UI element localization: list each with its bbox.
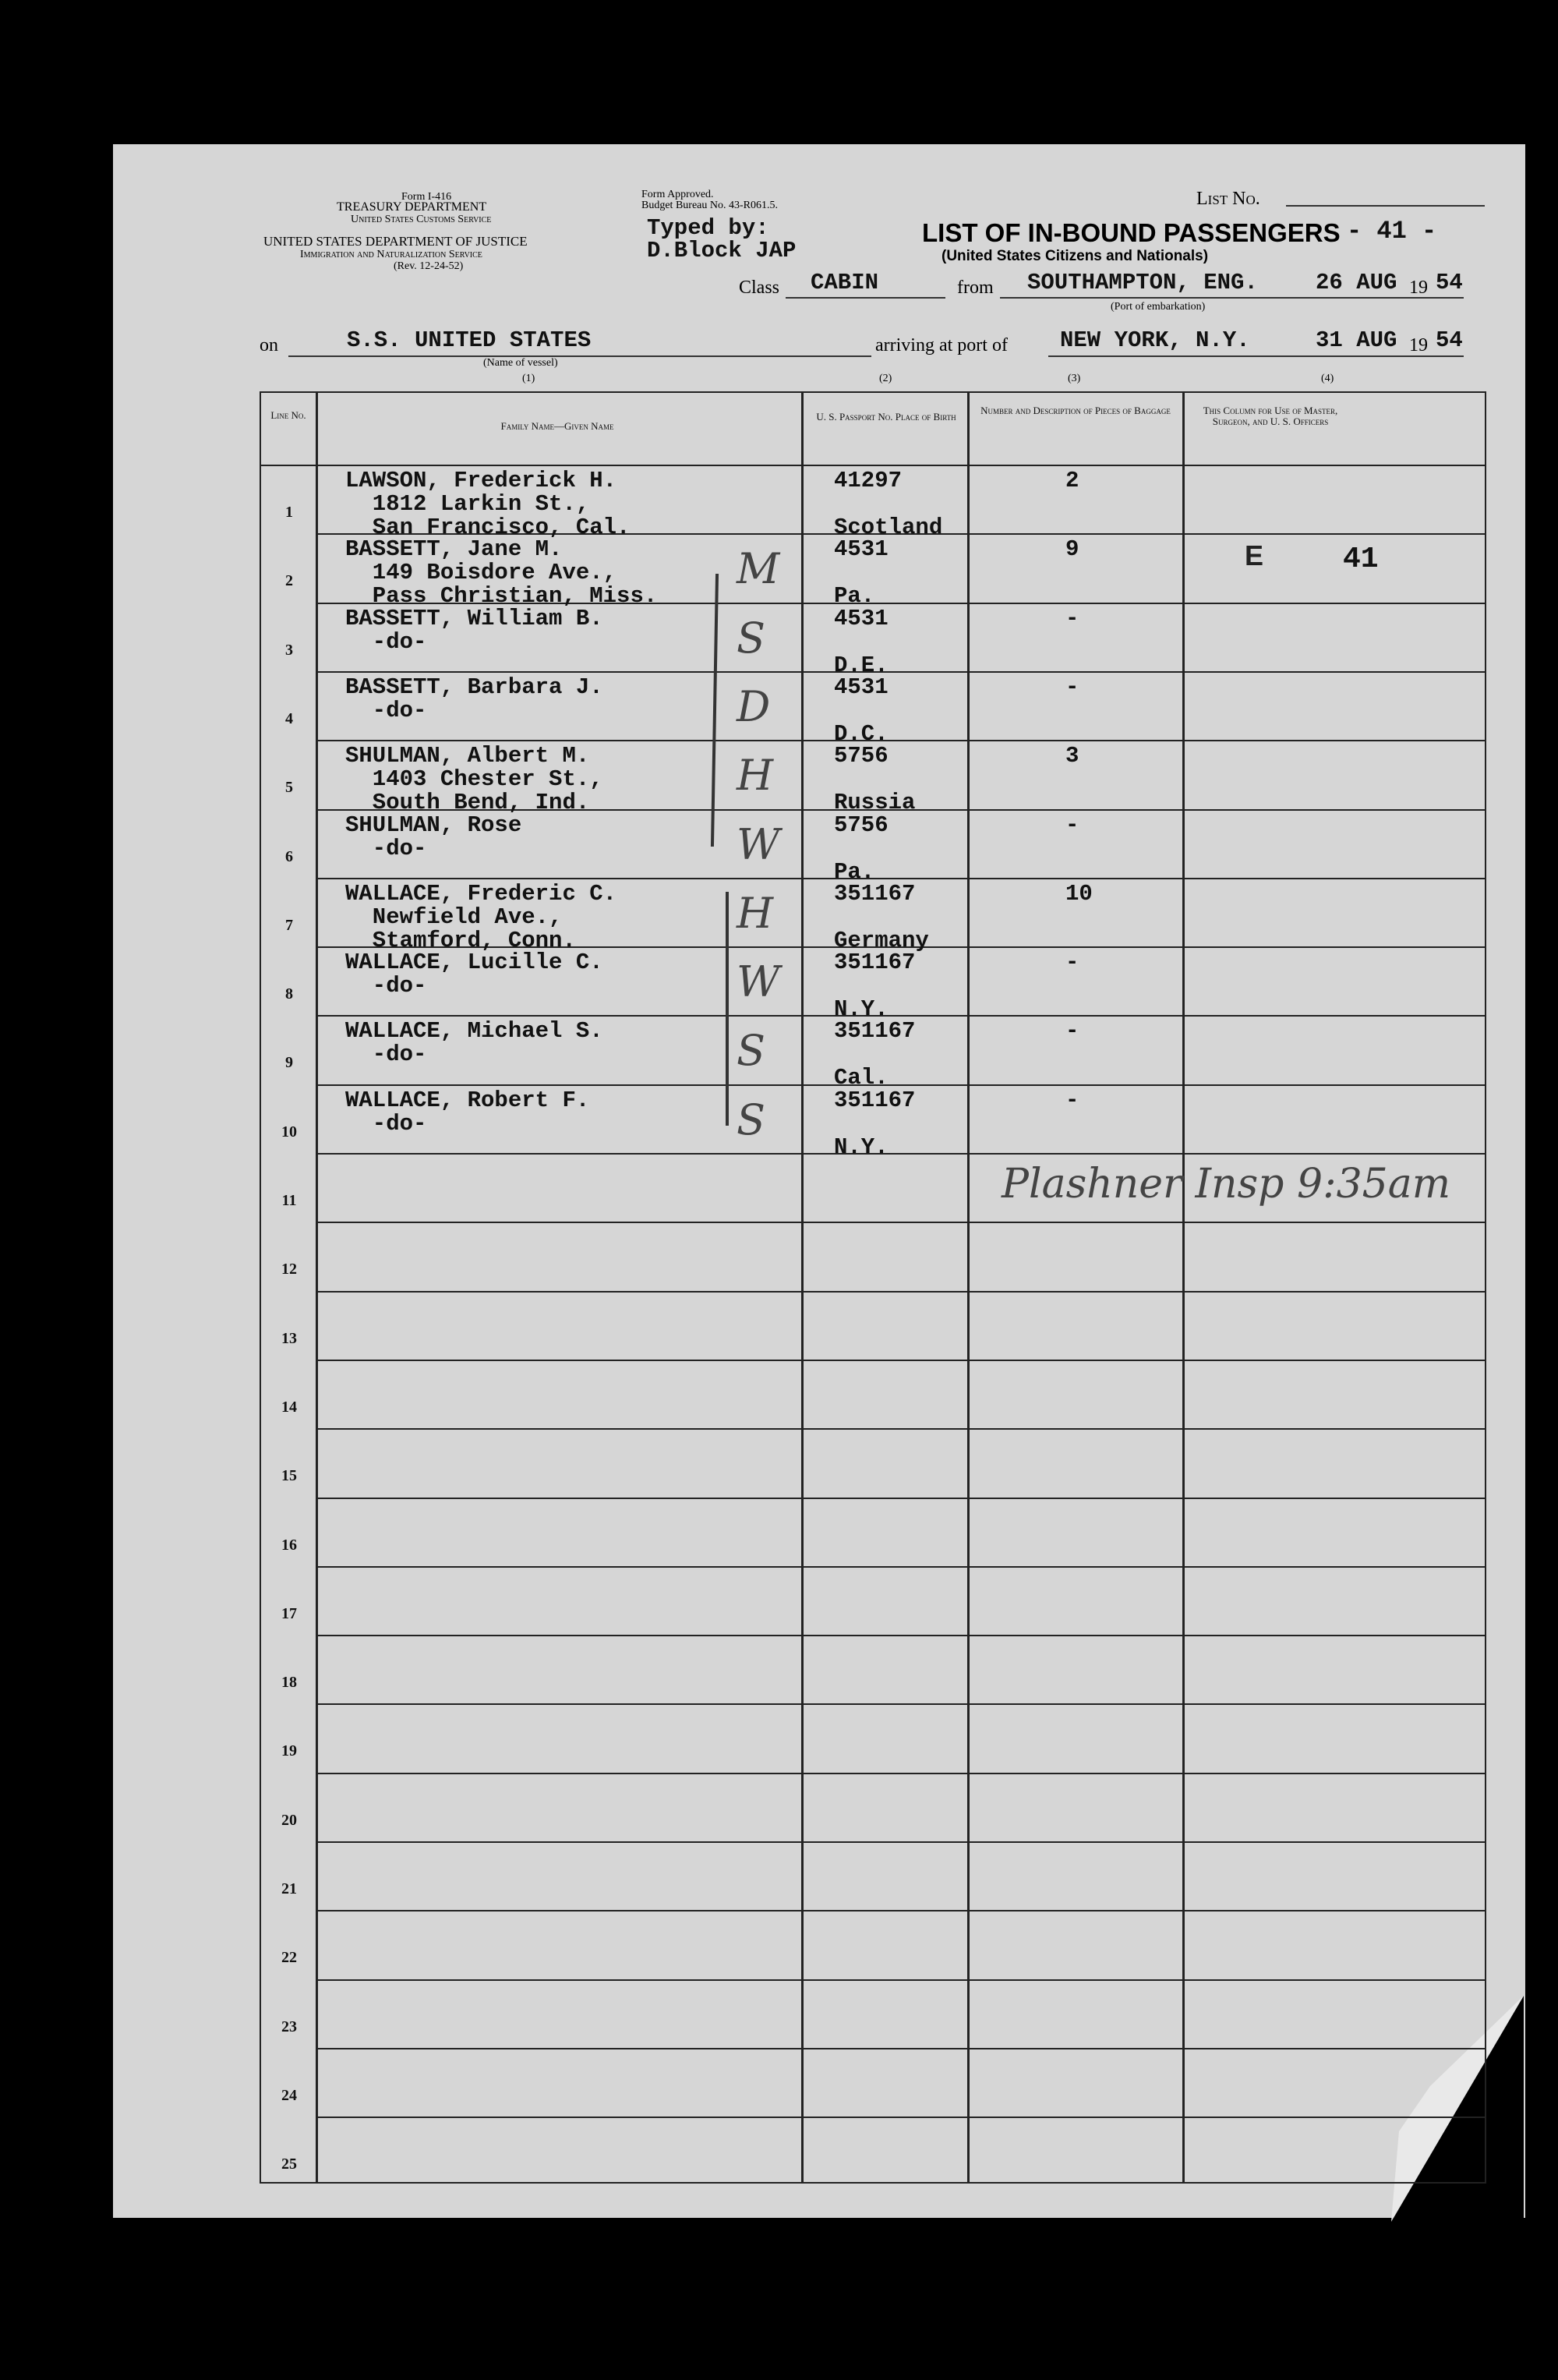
vessel-line bbox=[288, 355, 871, 357]
header-name: Family Name—Given Name bbox=[500, 420, 614, 432]
line-number: 14 bbox=[281, 1398, 297, 1416]
budget-bureau: Budget Bureau No. 43-R061.5. bbox=[641, 200, 778, 211]
year-prefix: 19 bbox=[1409, 278, 1428, 298]
line-number: 11 bbox=[281, 1192, 297, 1209]
passenger-name: WALLACE, Frederic C. Newfield Ave., Stamford, Conn. bbox=[345, 880, 617, 953]
row-divider bbox=[317, 671, 1485, 673]
line-number: 12 bbox=[281, 1261, 297, 1278]
col4-num: (4) bbox=[1321, 373, 1334, 384]
form-approved: Form Approved. bbox=[641, 189, 714, 200]
passenger-name: BASSETT, Barbara J. -do- bbox=[345, 674, 603, 723]
place-of-birth: Russia bbox=[834, 790, 916, 816]
handwritten-mark: M bbox=[737, 544, 780, 594]
from-label: from bbox=[957, 278, 994, 298]
passport-number: 41297 bbox=[834, 468, 903, 493]
line-number: 24 bbox=[281, 2086, 297, 2104]
handwritten-mark: H bbox=[737, 888, 774, 938]
arriving-label: arriving at port of bbox=[875, 335, 1008, 355]
place-of-birth: Germany bbox=[834, 927, 929, 953]
passenger-name: LAWSON, Frederick H. 1812 Larkin St., San Francisco, Cal. bbox=[345, 468, 631, 540]
customs-service: United States Customs Service bbox=[351, 214, 492, 225]
passenger-name: WALLACE, Lucille C. -do- bbox=[345, 950, 603, 999]
line-number: 13 bbox=[281, 1329, 297, 1347]
line-number: 6 bbox=[285, 847, 293, 865]
header-passport: U. S. Passport No. Place of Birth bbox=[816, 411, 956, 423]
line-number: 8 bbox=[285, 985, 293, 1003]
baggage-count: - bbox=[1065, 674, 1079, 700]
col-divider bbox=[316, 393, 318, 2182]
handwritten-mark: S bbox=[737, 1026, 765, 1076]
ins-service: Immigration and Naturalization Service bbox=[300, 249, 482, 260]
handwritten-bracket bbox=[711, 574, 719, 847]
line-number: 20 bbox=[281, 1811, 297, 1829]
class-line bbox=[786, 296, 945, 299]
handwritten-mark: S bbox=[737, 1095, 765, 1144]
col1-num: (1) bbox=[522, 373, 535, 384]
place-of-birth: N.Y. bbox=[834, 996, 889, 1023]
col-divider bbox=[1182, 393, 1185, 2182]
line-number: 18 bbox=[281, 1674, 297, 1692]
vessel-label: (Name of vessel) bbox=[483, 357, 558, 369]
arrival-port: NEW YORK, N.Y. bbox=[1060, 327, 1250, 353]
baggage-count: - bbox=[1065, 812, 1079, 838]
on-label: on bbox=[260, 335, 278, 355]
passenger-name: WALLACE, Michael S. -do- bbox=[345, 1018, 603, 1068]
passport-number: 351167 bbox=[834, 880, 916, 907]
treasury-dept: TREASURY DEPARTMENT bbox=[337, 200, 487, 214]
handwritten-mark: H bbox=[737, 751, 774, 801]
handwritten-bracket bbox=[726, 892, 729, 1126]
row-divider bbox=[317, 1015, 1485, 1017]
place-of-birth: D.E. bbox=[834, 652, 889, 678]
place-of-birth: Pa. bbox=[834, 583, 875, 610]
baggage-count: - bbox=[1065, 1087, 1079, 1113]
line-number: 5 bbox=[285, 779, 293, 797]
line-number: 17 bbox=[281, 1604, 297, 1622]
passenger-name: BASSETT, Jane M. 149 Boisdore Ave., Pass Christian, Miss. bbox=[345, 536, 658, 610]
place-of-birth: D.C. bbox=[834, 720, 889, 747]
passport-number: 5756 bbox=[834, 743, 889, 769]
header-line-no: Line No. bbox=[270, 409, 306, 421]
from-line bbox=[1000, 296, 1464, 299]
class-label: Class bbox=[739, 278, 780, 298]
year-suffix: 54 bbox=[1436, 270, 1463, 295]
list-no-line bbox=[1286, 204, 1485, 207]
row-divider bbox=[317, 2048, 1485, 2049]
embark-date: 26 AUG bbox=[1316, 270, 1397, 295]
baggage-count: 10 bbox=[1065, 880, 1093, 907]
col-divider bbox=[801, 393, 804, 2182]
handwritten-mark: S bbox=[737, 613, 765, 663]
baggage-count: 3 bbox=[1065, 743, 1079, 769]
passport-number: 351167 bbox=[834, 1087, 916, 1113]
row-divider bbox=[317, 1773, 1485, 1774]
officer-note: 41 bbox=[1343, 543, 1379, 576]
passport-number: 4531 bbox=[834, 536, 889, 563]
baggage-count: - bbox=[1065, 950, 1079, 976]
passenger-name: WALLACE, Robert F. -do- bbox=[345, 1087, 590, 1137]
form-number: Form I-416 bbox=[401, 191, 452, 203]
passport-number: 351167 bbox=[834, 1018, 916, 1045]
place-of-birth: Scotland bbox=[834, 515, 943, 540]
row-divider bbox=[317, 2117, 1485, 2118]
typed-by-label: Typed by: bbox=[647, 215, 769, 241]
passport-number: 4531 bbox=[834, 674, 889, 700]
line-number: 3 bbox=[285, 641, 293, 659]
baggage-count: 2 bbox=[1065, 468, 1079, 493]
class-value: CABIN bbox=[811, 270, 879, 295]
col3-num: (3) bbox=[1068, 373, 1081, 384]
row-divider bbox=[317, 1222, 1485, 1223]
baggage-count: - bbox=[1065, 605, 1079, 631]
baggage-count: - bbox=[1065, 1018, 1079, 1045]
passport-number: 5756 bbox=[834, 812, 889, 838]
arrival-date: 31 AUG bbox=[1316, 327, 1397, 353]
port-embark-label: (Port of embarkation) bbox=[1111, 301, 1206, 313]
list-no-label: List No. bbox=[1196, 189, 1260, 209]
line-number: 2 bbox=[285, 572, 293, 590]
line-number: 21 bbox=[281, 1880, 297, 1897]
row-divider bbox=[317, 1291, 1485, 1293]
line-number: 25 bbox=[281, 2155, 297, 2173]
line-number: 16 bbox=[281, 1536, 297, 1554]
row-divider bbox=[317, 1153, 1485, 1155]
inspector-note: Plashner Insp 9:35am bbox=[1002, 1161, 1451, 1208]
line-number: 4 bbox=[285, 709, 293, 727]
handwritten-mark: W bbox=[737, 957, 780, 1007]
baggage-count: 9 bbox=[1065, 536, 1079, 563]
row-divider bbox=[317, 1084, 1485, 1086]
row-divider bbox=[317, 1566, 1485, 1568]
passport-number: 351167 bbox=[834, 950, 916, 976]
header-baggage: Number and Description of Pieces of Baggage bbox=[980, 405, 1171, 416]
passenger-name: SHULMAN, Albert M. 1403 Chester St., South Bend, Ind. bbox=[345, 743, 603, 816]
revision: (Rev. 12-24-52) bbox=[394, 260, 464, 272]
place-of-birth: Cal. bbox=[834, 1065, 889, 1091]
typed-by: D.Block JAP bbox=[647, 238, 797, 263]
arrival-year-suffix: 54 bbox=[1436, 327, 1463, 353]
passport-number: 4531 bbox=[834, 605, 889, 631]
place-of-birth: N.Y. bbox=[834, 1133, 889, 1160]
row-divider bbox=[317, 1979, 1485, 1981]
line-number: 1 bbox=[285, 504, 293, 521]
line-number: 9 bbox=[285, 1054, 293, 1072]
from-value: SOUTHAMPTON, ENG. bbox=[1027, 270, 1258, 295]
list-no: - 41 - bbox=[1347, 217, 1437, 246]
line-number: 22 bbox=[281, 1949, 297, 1967]
passenger-table bbox=[260, 391, 1486, 2184]
line-number: 7 bbox=[285, 916, 293, 934]
row-divider bbox=[317, 1498, 1485, 1499]
row-divider bbox=[317, 1428, 1485, 1430]
row-divider bbox=[317, 1841, 1485, 1843]
line-number: 19 bbox=[281, 1742, 297, 1760]
header-divider bbox=[261, 465, 1485, 466]
justice-dept: UNITED STATES DEPARTMENT OF JUSTICE bbox=[263, 234, 528, 249]
row-divider bbox=[317, 1360, 1485, 1361]
handwritten-mark: D bbox=[737, 681, 771, 731]
row-divider bbox=[317, 1635, 1485, 1636]
line-number: 23 bbox=[281, 2018, 297, 2035]
col2-num: (2) bbox=[879, 373, 892, 384]
row-divider bbox=[317, 1703, 1485, 1705]
row-divider bbox=[317, 878, 1485, 879]
arrival-year-prefix: 19 bbox=[1409, 335, 1428, 355]
officer-mark: E bbox=[1245, 539, 1264, 571]
line-number: 10 bbox=[281, 1123, 297, 1140]
row-divider bbox=[317, 1910, 1485, 1911]
row-divider bbox=[317, 740, 1485, 741]
vessel-name: S.S. UNITED STATES bbox=[347, 327, 592, 353]
arrival-line bbox=[1048, 355, 1464, 357]
line-number: 15 bbox=[281, 1467, 297, 1485]
passenger-name: SHULMAN, Rose -do- bbox=[345, 812, 522, 861]
header-officers: This Column for Use of Master, Surgeon, and U. S. Officers bbox=[1203, 405, 1338, 427]
handwritten-mark: W bbox=[737, 819, 780, 869]
page-title: LIST OF IN-BOUND PASSENGERS bbox=[922, 218, 1341, 247]
place-of-birth: Pa. bbox=[834, 858, 875, 885]
passenger-name: BASSETT, William B. -do- bbox=[345, 605, 603, 655]
col-divider bbox=[967, 393, 970, 2182]
page-subtitle: (United States Citizens and Nationals) bbox=[942, 248, 1209, 264]
